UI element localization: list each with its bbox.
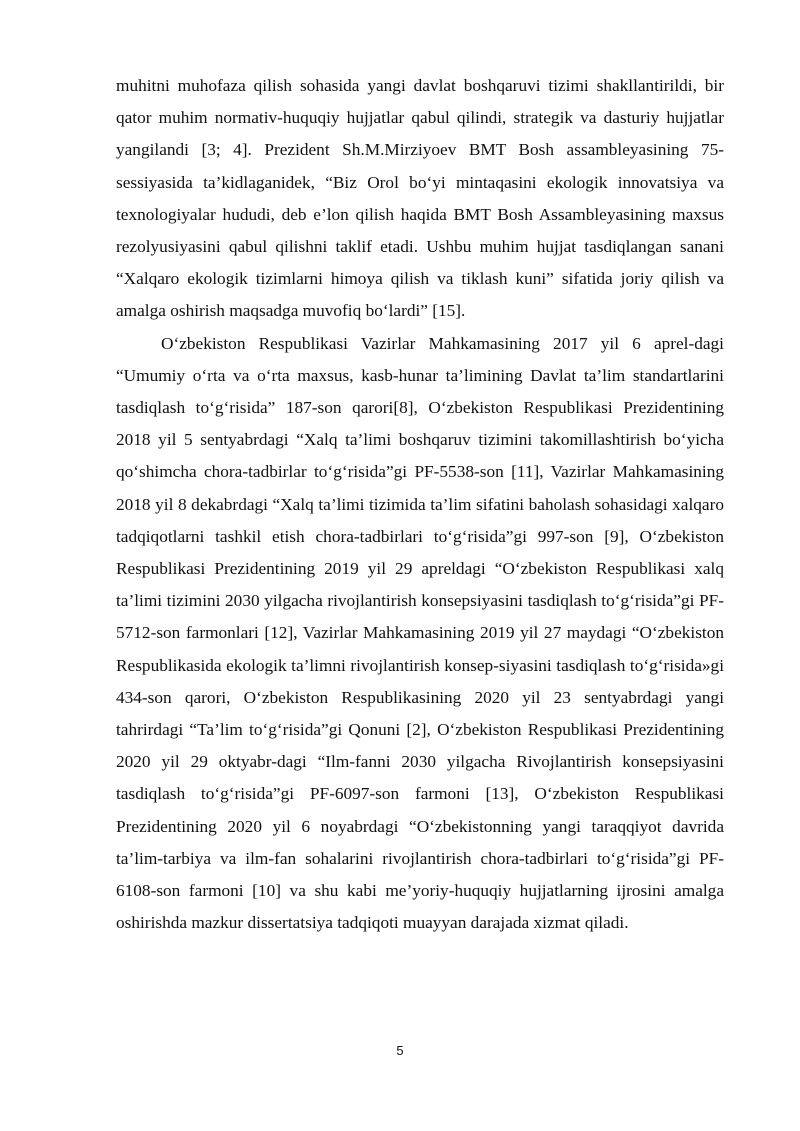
document-page — [116, 70, 724, 939]
page-number: 5 — [396, 1043, 404, 1058]
paragraph-continuation: muhitni muhofaza qilish sohasida yangi davlat boshqaruvi tizimi shakllantirildi, bir qator muhim normativ-huquqiy hujjatlar qabul qilindi, strategik va dasturiy hujjatlar yangilandi [3; 4]. Prezident Sh.M.Mirziyoev BMT Bosh assambleyasining 75-sessiyasida ta’kidlaganidek, “Biz Orol bo‘yi mintaqasini ekologik innovatsiya va texnologiyalar hududi, deb e’lon qilish haqida BMT Bosh Assambleyasining maxsus rezolyusiyasini qabul qilishni taklif etadi. Ushbu muhim hujjat tasdiqlangan sanani “Xalqaro ekologik tizimlarni himoya qilish va tiklash kuni” sifatida joriy qilish va amalga oshirish maqsadga muvofiq bo‘lardi” [15]. — [116, 76, 724, 321]
paragraph-legal-references: O‘zbekiston Respublikasi Vazirlar Mahkamasining 2017 yil 6 aprel-dagi “Umumiy o‘rta va o‘rta maxsus, kasb-hunar ta’limining Davlat ta’lim standartlarini tasdiqlash to‘g‘risida” 187-son qarori[8], O‘zbekiston Respublikasi Prezidentining 2018 yil 5 sentyabrdagi “Xalq ta’limi boshqaruv tizimini takomillashtirish bo‘yicha qo‘shimcha chora-tadbirlar to‘g‘risida”gi PF-5538-son [11], Vazirlar Mahkamasining 2018 yil 8 dekabrdagi “Xalq ta’limi tizimida ta’lim sifatini baholash sohasidagi xalqaro tadqiqotlarni tashkil etish chora-tadbirlari to‘g‘risida”gi 997-son [9], O‘zbekiston Respublikasi Prezidentining 2019 yil 29 apreldagi “O‘zbekiston Respublikasi xalq ta’limi tizimini 2030 yilgacha rivojlantirish konsepsiyasini tasdiqlash to‘g‘risida”gi PF-5712-son farmonlari [12], Vazirlar Mahkamasining 2019 yil 27 maydagi “O‘zbekiston Respublikasida ekologik ta’limni rivojlantirish konsep-siyasini tasdiqlash to‘g‘risida»gi 434-son qarori, O‘zbekiston Respublikasining 2020 yil 23 sentyabrdagi yangi tahrirdagi “Ta’lim to‘g‘risida”gi Qonuni [2], O‘zbekiston Respublikasi Prezidentining 2020 yil 29 oktyabr-dagi “Ilm-fanni 2030 yilgacha Rivojlantirish konsepsiyasini tasdiqlash to‘g‘risida”gi PF-6097-son farmoni [13], O‘zbekiston Respublikasi Prezidentining 2020 yil 6 noyabrdagi “O‘zbekistonning yangi taraqqiyot davrida ta’lim-tarbiya va ilm-fan sohalarini rivojlantirish chora-tadbirlari to‘g‘risida”gi PF-6108-son farmoni [10] va shu kabi me’yoriy-huquqiy hujjatlarning ijrosini amalga oshirishda mazkur dissertatsiya tadqiqoti muayyan darajada xizmat qiladi. — [116, 333, 724, 933]
